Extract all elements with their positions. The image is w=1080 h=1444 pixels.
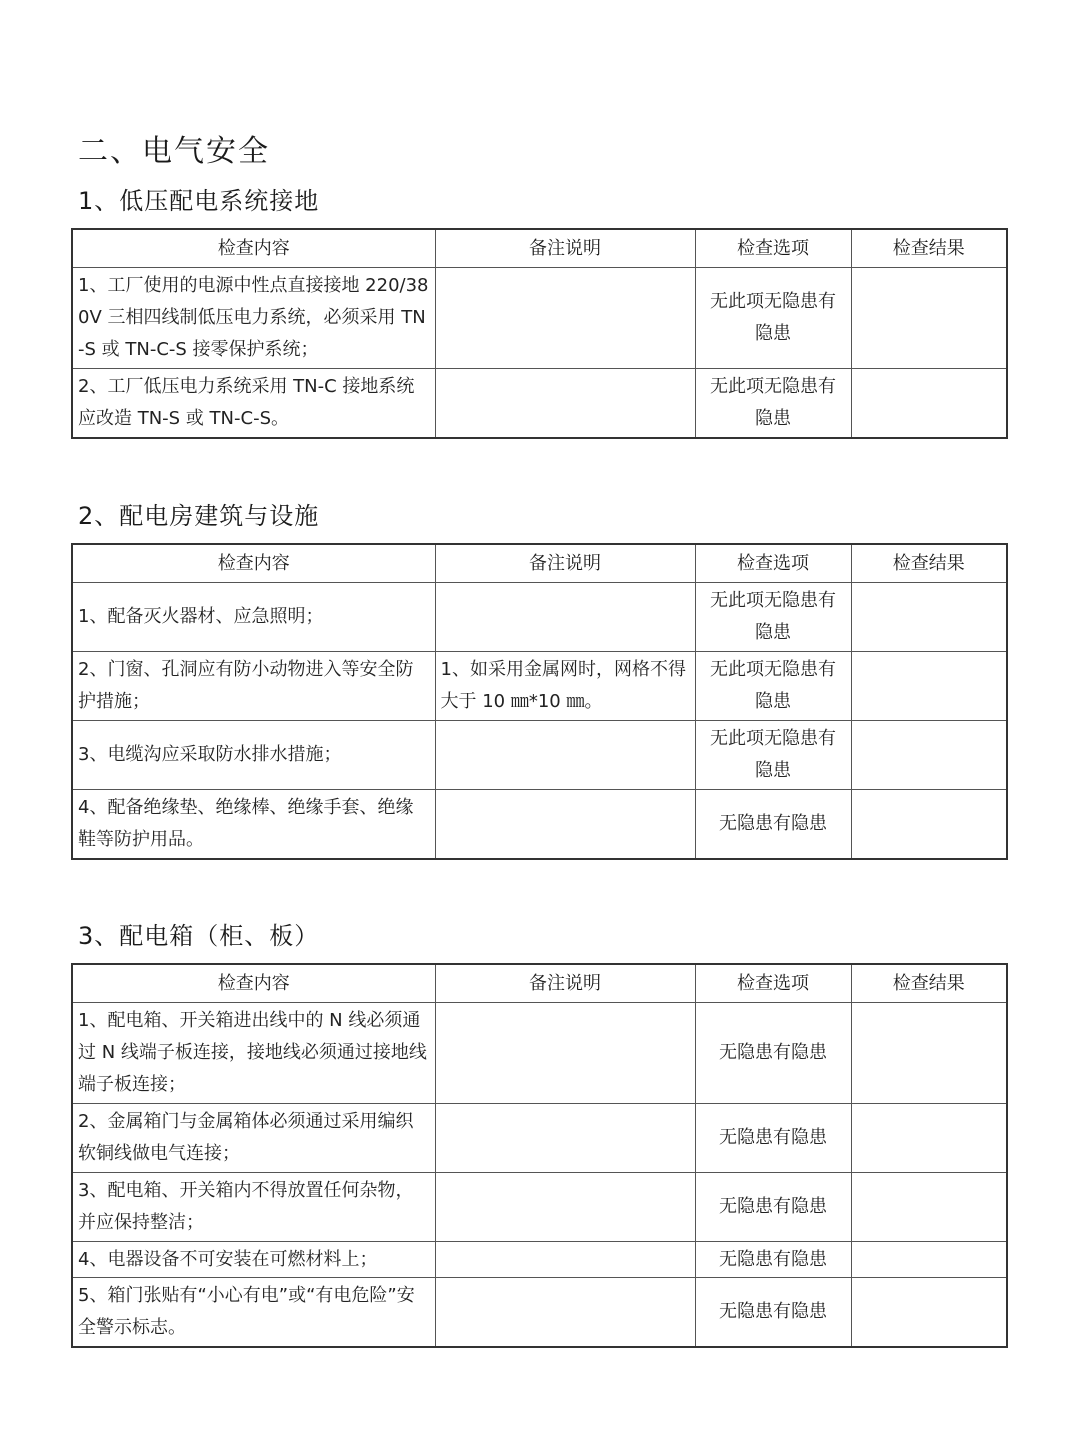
table-header-row <box>72 964 1007 1003</box>
row-content: 3、电缆沟应采取防水排水措施； <box>72 721 435 790</box>
row-content: 1、工厂使用的电源中性点直接接地 220/380V 三相四线制低压电力系统，必须采用 TN-S 或 TN-C-S 接零保护系统； <box>72 268 435 369</box>
row-content: 2、金属箱门与金属箱体必须通过采用编织软铜线做电气连接； <box>72 1104 435 1173</box>
table-row <box>72 268 1007 369</box>
row-options[interactable]: 无此项无隐患有隐患 <box>695 721 851 790</box>
row-content: 3、配电箱、开关箱内不得放置任何杂物，并应保持整洁； <box>72 1173 435 1242</box>
header-result: 检查结果 <box>851 964 1007 1003</box>
row-note <box>435 1242 695 1278</box>
row-note: 1、如采用金属网时，网格不得大于 10 ㎜*10 ㎜。 <box>435 652 695 721</box>
row-content: 1、配备灭火器材、应急照明； <box>72 583 435 652</box>
table-row <box>72 1003 1007 1104</box>
checklist-table-grounding <box>71 228 1008 439</box>
section-title-distribution-box: 3、配电箱（柜、板） <box>78 922 320 950</box>
row-options[interactable]: 无此项无隐患有隐患 <box>695 652 851 721</box>
row-result[interactable] <box>851 1173 1007 1242</box>
row-note <box>435 268 695 369</box>
row-content: 2、工厂低压电力系统采用 TN-C 接地系统应改造 TN-S 或 TN-C-S。 <box>72 369 435 438</box>
row-options[interactable]: 无此项无隐患有隐患 <box>695 583 851 652</box>
header-content: 检查内容 <box>72 229 435 268</box>
row-result[interactable] <box>851 268 1007 369</box>
section-title-distribution-room: 2、配电房建筑与设施 <box>78 502 320 530</box>
row-note <box>435 721 695 790</box>
row-result[interactable] <box>851 1003 1007 1104</box>
header-note: 备注说明 <box>435 229 695 268</box>
row-note <box>435 1104 695 1173</box>
page-title: 二、电气安全 <box>78 134 270 169</box>
header-content: 检查内容 <box>72 964 435 1003</box>
table-header-row <box>72 544 1007 583</box>
header-options: 检查选项 <box>695 229 851 268</box>
row-note <box>435 1003 695 1104</box>
table-row <box>72 583 1007 652</box>
row-options[interactable]: 无隐患有隐患 <box>695 1278 851 1347</box>
row-result[interactable] <box>851 790 1007 859</box>
section-title-grounding: 1、低压配电系统接地 <box>78 187 320 215</box>
row-options[interactable]: 无隐患有隐患 <box>695 1003 851 1104</box>
row-note <box>435 1173 695 1242</box>
row-note <box>435 1278 695 1347</box>
row-result[interactable] <box>851 583 1007 652</box>
row-content: 5、箱门张贴有“小心有电”或“有电危险”安全警示标志。 <box>72 1278 435 1347</box>
row-note <box>435 369 695 438</box>
table-row <box>72 369 1007 438</box>
row-options[interactable]: 无隐患有隐患 <box>695 1173 851 1242</box>
row-result[interactable] <box>851 1278 1007 1347</box>
header-result: 检查结果 <box>851 229 1007 268</box>
row-result[interactable] <box>851 1104 1007 1173</box>
header-content: 检查内容 <box>72 544 435 583</box>
table-row <box>72 721 1007 790</box>
row-result[interactable] <box>851 1242 1007 1278</box>
checklist-table-distribution-box <box>71 963 1008 1348</box>
row-content: 1、配电箱、开关箱进出线中的 N 线必须通过 N 线端子板连接，接地线必须通过接地线端子板连接； <box>72 1003 435 1104</box>
row-options[interactable]: 无此项无隐患有隐患 <box>695 369 851 438</box>
row-options[interactable]: 无隐患有隐患 <box>695 1242 851 1278</box>
row-options[interactable]: 无隐患有隐患 <box>695 1104 851 1173</box>
header-note: 备注说明 <box>435 544 695 583</box>
row-result[interactable] <box>851 652 1007 721</box>
row-note <box>435 583 695 652</box>
checklist-table-distribution-room <box>71 543 1008 860</box>
table-row <box>72 790 1007 859</box>
table-row <box>72 652 1007 721</box>
table-row <box>72 1104 1007 1173</box>
table-row <box>72 1242 1007 1278</box>
row-note <box>435 790 695 859</box>
table-row <box>72 1278 1007 1347</box>
row-result[interactable] <box>851 369 1007 438</box>
table-header-row <box>72 229 1007 268</box>
row-options[interactable]: 无此项无隐患有隐患 <box>695 268 851 369</box>
header-note: 备注说明 <box>435 964 695 1003</box>
header-result: 检查结果 <box>851 544 1007 583</box>
row-result[interactable] <box>851 721 1007 790</box>
row-options[interactable]: 无隐患有隐患 <box>695 790 851 859</box>
table-row <box>72 1173 1007 1242</box>
header-options: 检查选项 <box>695 544 851 583</box>
row-content: 2、门窗、孔洞应有防小动物进入等安全防护措施； <box>72 652 435 721</box>
header-options: 检查选项 <box>695 964 851 1003</box>
row-content: 4、配备绝缘垫、绝缘棒、绝缘手套、绝缘鞋等防护用品。 <box>72 790 435 859</box>
row-content: 4、电器设备不可安装在可燃材料上； <box>72 1242 435 1278</box>
